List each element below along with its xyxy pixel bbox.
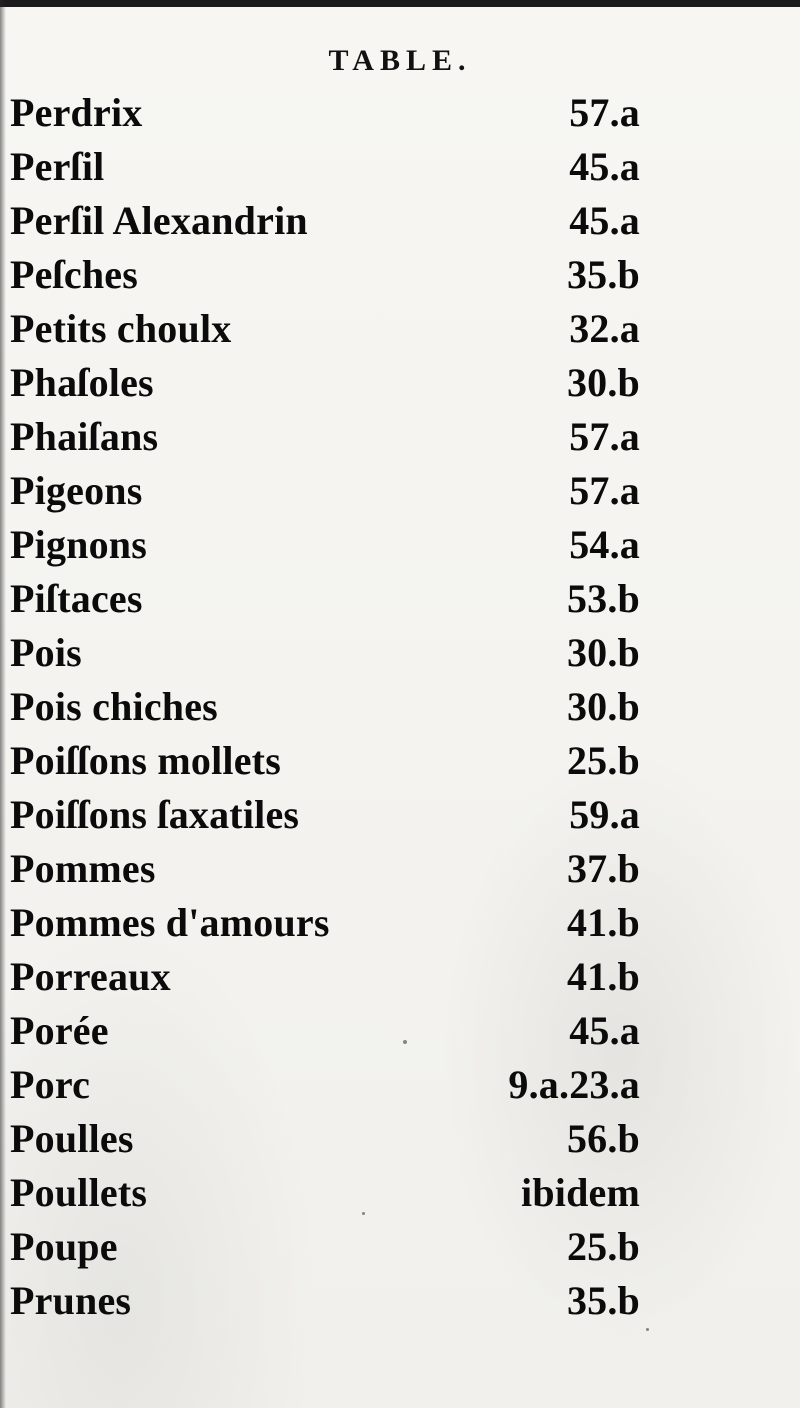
index-row: [10, 1004, 640, 1058]
index-row: [10, 788, 640, 842]
index-page-ref: 25.b: [566, 1224, 640, 1269]
index-term: Porc: [10, 1062, 91, 1107]
index-page-ref: 35.b: [566, 1278, 640, 1323]
index-row: [10, 1220, 640, 1274]
ink-speck: [646, 1328, 649, 1331]
page-top-edge: [0, 0, 800, 7]
index-page-ref: 32.a: [569, 306, 640, 351]
index-page-ref: 41.b: [566, 954, 640, 999]
index-term: Perſil Alexandrin: [10, 198, 308, 243]
index-term: Poullets: [10, 1170, 148, 1215]
index-term: Porée: [10, 1008, 109, 1053]
index-row: [10, 1166, 640, 1220]
index-row: [10, 842, 640, 896]
index-term: Peſches: [10, 252, 139, 297]
index-row: [10, 302, 640, 356]
index-page-ref: 54.a: [569, 522, 640, 567]
index-page-ref: 37.b: [566, 846, 640, 891]
ink-speck: [362, 1212, 365, 1215]
index-term: Pigeons: [10, 468, 143, 513]
index-row: [10, 950, 640, 1004]
index-table: [10, 86, 640, 1328]
index-page-ref: 45.a: [569, 144, 640, 189]
index-term: Perſil: [10, 144, 105, 189]
index-row: [10, 734, 640, 788]
index-page-ref: 45.a: [569, 1008, 640, 1053]
index-row: [10, 410, 640, 464]
index-term: Phaſoles: [10, 360, 154, 405]
index-term: Poulles: [10, 1116, 134, 1161]
index-term: Poiſſons mollets: [10, 738, 281, 783]
index-page-ref: 57.a: [569, 414, 640, 459]
index-term: Phaiſans: [10, 414, 159, 459]
index-term: Pois chiches: [10, 684, 218, 729]
index-term: Pignons: [10, 522, 148, 567]
index-row: [10, 572, 640, 626]
index-term: Prunes: [10, 1278, 132, 1323]
index-page-ref: 9.a.23.a: [508, 1062, 640, 1107]
index-row: [10, 248, 640, 302]
index-term: Petits choulx: [10, 306, 232, 351]
index-page-ref: 30.b: [566, 630, 640, 675]
index-row: [10, 518, 640, 572]
index-row: [10, 626, 640, 680]
index-page-ref: 57.a: [569, 468, 640, 513]
index-page-ref: 59.a: [569, 792, 640, 837]
index-term: Porreaux: [10, 954, 171, 999]
index-page-ref: 35.b: [566, 252, 640, 297]
page-left-edge-shadow: [0, 0, 6, 1408]
index-page-ref: ibidem: [521, 1170, 640, 1215]
index-page-ref: 25.b: [566, 738, 640, 783]
index-page-ref: 45.a: [569, 198, 640, 243]
index-page-ref: 41.b: [566, 900, 640, 945]
index-page-ref: 30.b: [566, 684, 640, 729]
index-row: [10, 1274, 640, 1328]
index-page-ref: 30.b: [566, 360, 640, 405]
index-term: Piſtaces: [10, 576, 143, 621]
index-row: [10, 896, 640, 950]
index-page-ref: 56.b: [566, 1116, 640, 1161]
index-row: [10, 86, 640, 140]
index-row: [10, 356, 640, 410]
page-title: TABLE.: [328, 44, 472, 77]
index-row: [10, 1112, 640, 1166]
index-row: [10, 1058, 640, 1112]
index-term: Pommes d'amours: [10, 900, 330, 945]
index-row: [10, 680, 640, 734]
ink-speck: [403, 1040, 407, 1044]
index-row: [10, 464, 640, 518]
index-term: Perdrix: [10, 90, 143, 135]
index-term: Pois: [10, 630, 82, 675]
index-row: [10, 140, 640, 194]
index-term: Pommes: [10, 846, 156, 891]
index-row: [10, 194, 640, 248]
index-term: Poiſſons ſaxatiles: [10, 792, 300, 837]
index-page-ref: 57.a: [569, 90, 640, 135]
index-term: Poupe: [10, 1224, 118, 1269]
index-page-ref: 53.b: [566, 576, 640, 621]
